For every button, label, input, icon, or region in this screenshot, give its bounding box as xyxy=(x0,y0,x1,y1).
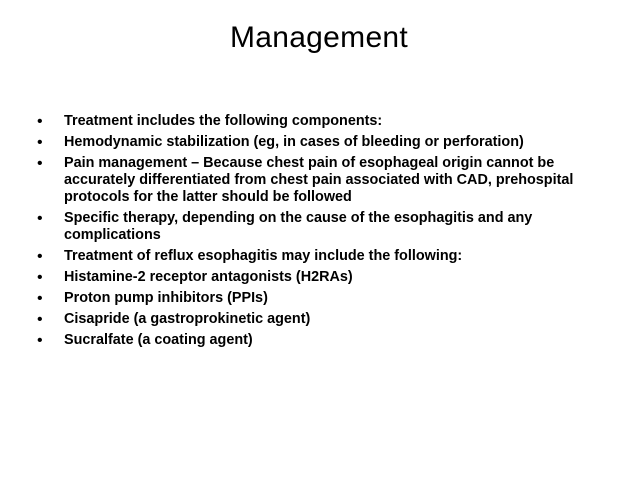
bullet-item xyxy=(37,155,622,206)
bullet-text: Histamine-2 receptor antagonists (H2RAs) xyxy=(64,269,353,285)
bullet-list xyxy=(37,113,622,353)
bullet-dot: • xyxy=(37,155,43,172)
bullet-dot: • xyxy=(37,134,43,151)
bullet-text: Specific therapy, depending on the cause of the esophagitis and any complications xyxy=(64,210,533,243)
bullet-dot: • xyxy=(37,210,43,227)
bullet-text: Treatment includes the following components: xyxy=(64,113,383,129)
bullet-item xyxy=(37,332,622,349)
bullet-item xyxy=(37,311,622,328)
slide-title: Management xyxy=(229,21,409,54)
bullet-dot: • xyxy=(37,290,43,307)
bullet-dot: • xyxy=(37,113,43,130)
bullet-item xyxy=(37,210,622,244)
bullet-dot: • xyxy=(37,269,43,286)
bullet-item xyxy=(37,134,622,151)
bullet-text: Treatment of reflux esophagitis may include the following: xyxy=(64,248,463,264)
bullet-text: Cisapride (a gastroprokinetic agent) xyxy=(64,311,311,327)
bullet-text: Proton pump inhibitors (PPIs) xyxy=(64,290,268,306)
bullet-dot: • xyxy=(37,311,43,328)
bullet-text: Pain management – Because chest pain of esophageal origin cannot be accurately differentiated from chest pain associated with CAD, prehospital protocols for the latter should be followed xyxy=(64,155,574,205)
bullet-item xyxy=(37,269,622,286)
bullet-text: Sucralfate (a coating agent) xyxy=(64,332,253,348)
bullet-item xyxy=(37,290,622,307)
bullet-dot: • xyxy=(37,248,43,265)
bullet-item xyxy=(37,248,622,265)
bullet-text: Hemodynamic stabilization (eg, in cases of bleeding or perforation) xyxy=(64,134,524,150)
bullet-item xyxy=(37,113,622,130)
bullet-dot: • xyxy=(37,332,43,349)
